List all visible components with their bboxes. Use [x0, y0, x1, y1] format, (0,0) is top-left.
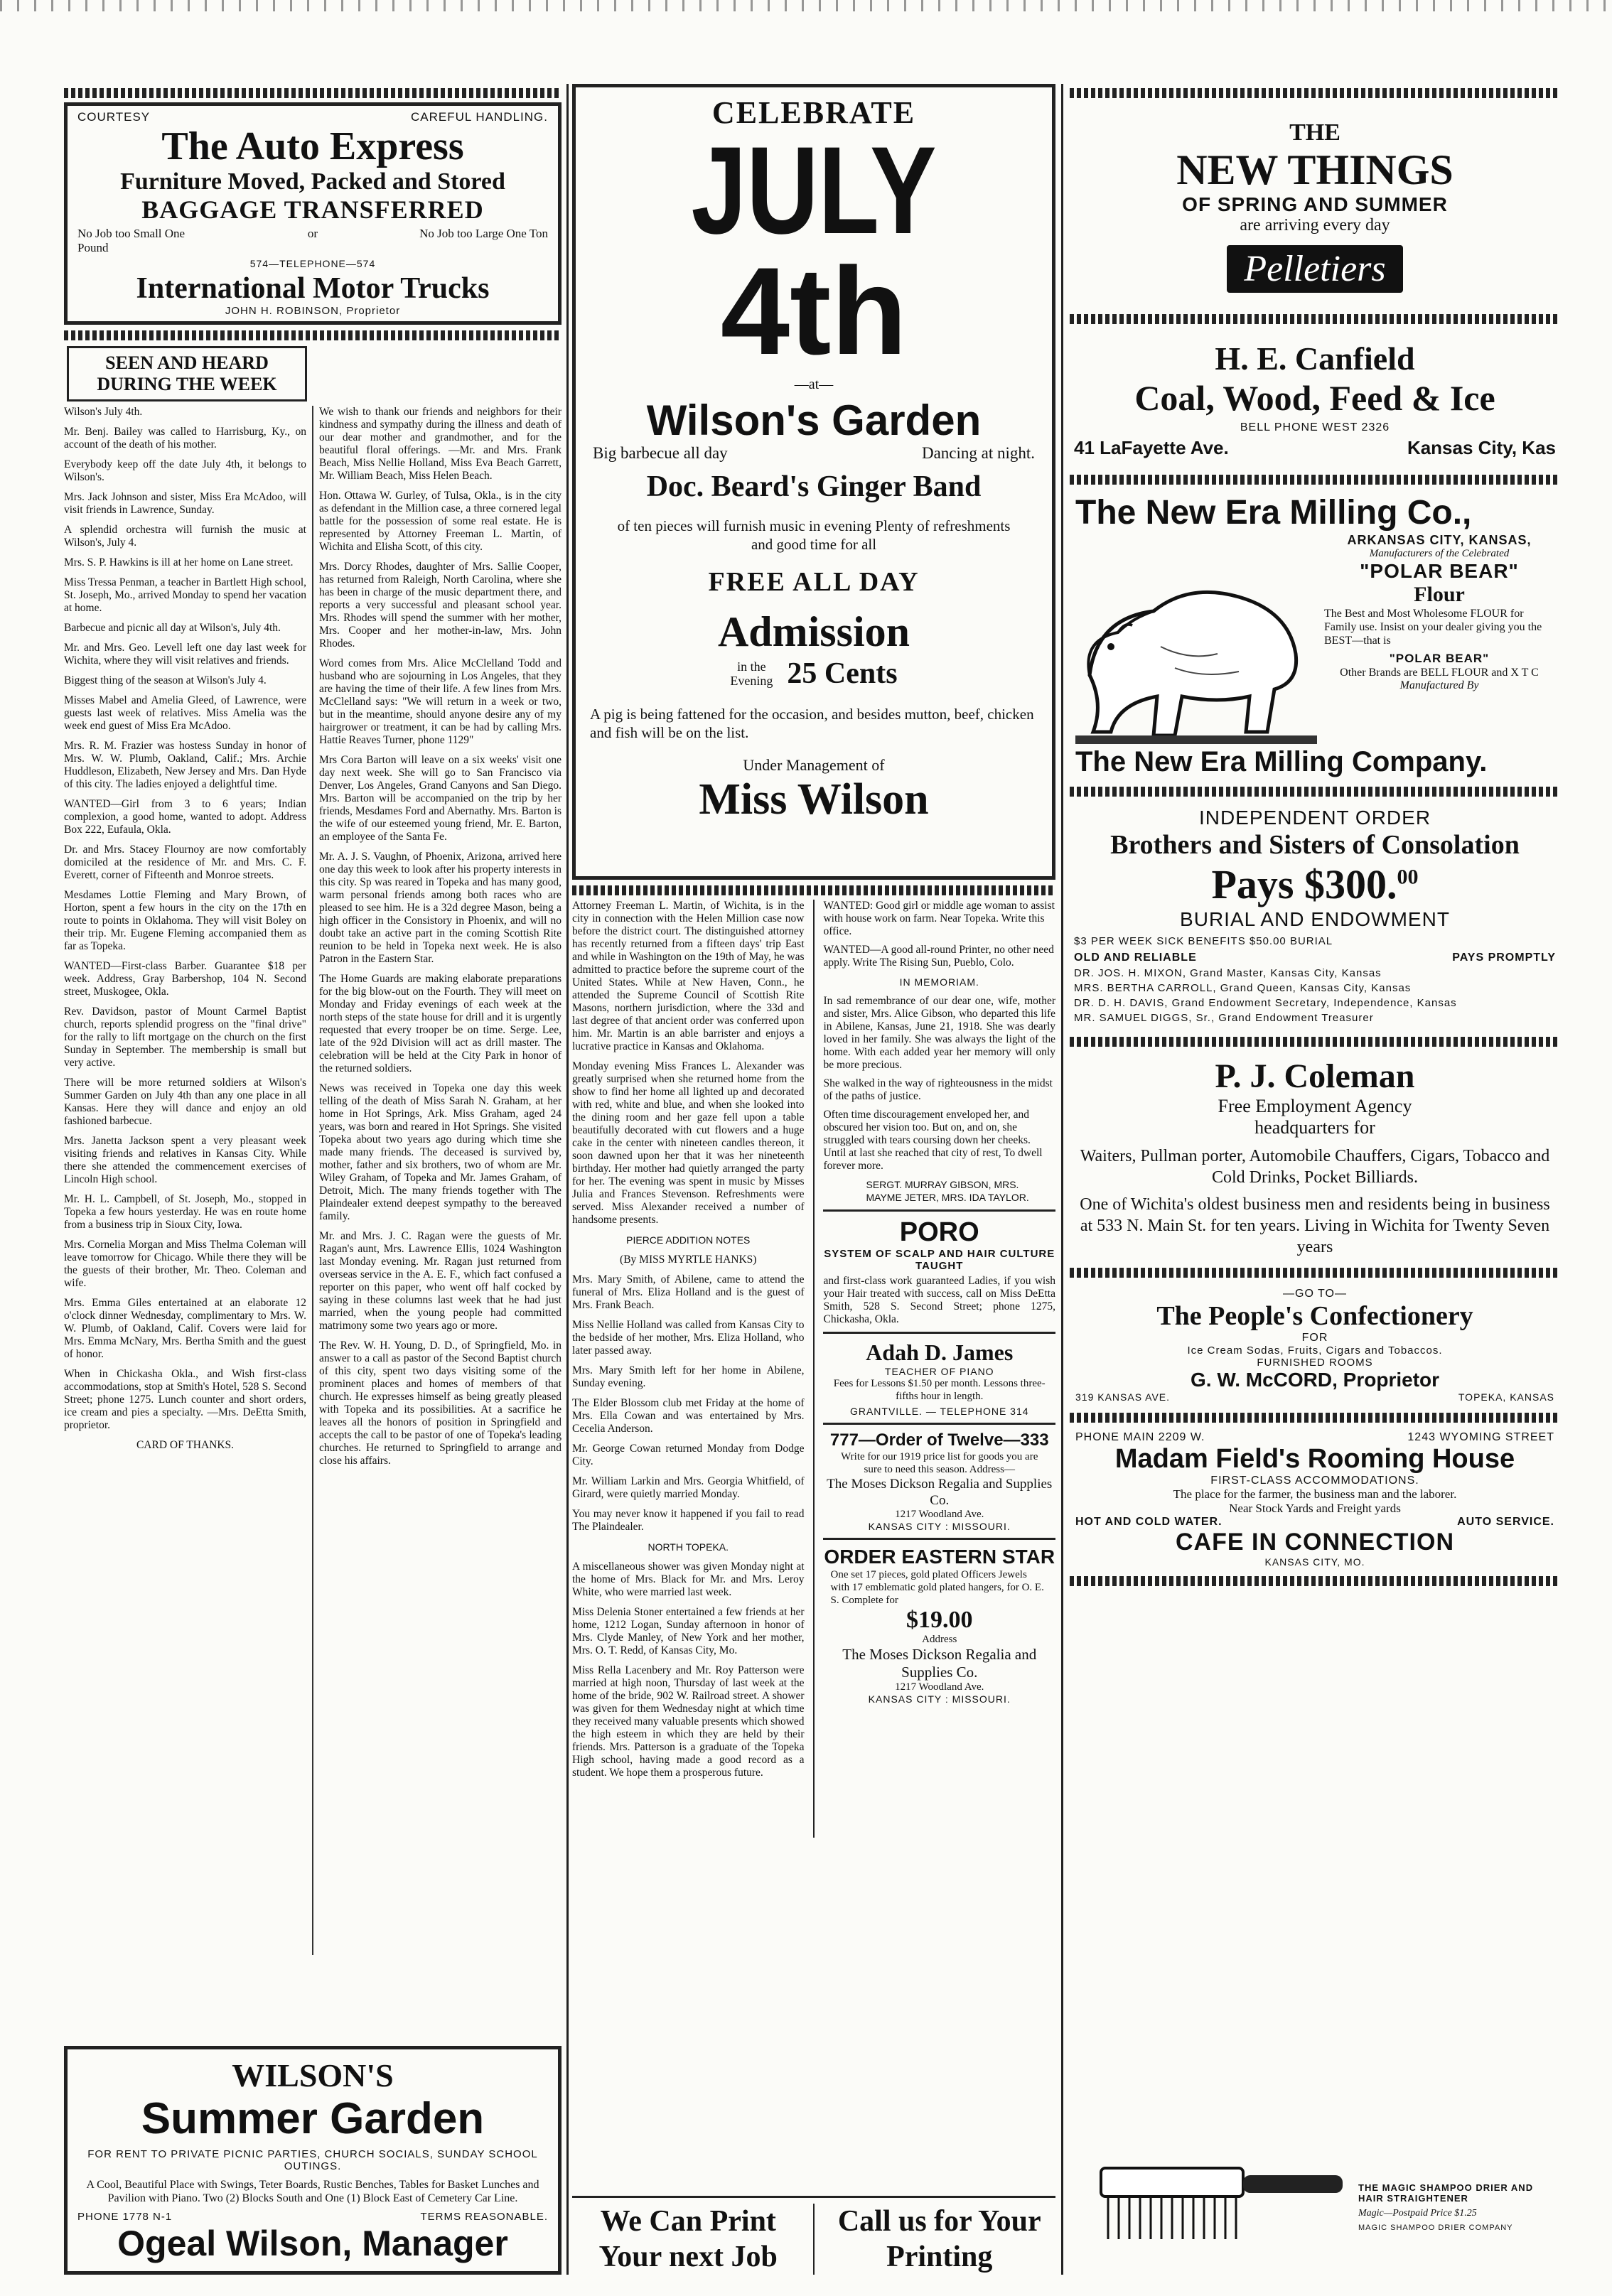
july4-ad [572, 84, 1055, 880]
news-item: Mrs. Emma Giles entertained at an elaborate 12 o'clock dinner Wednesday, complimentary to Mrs. W. W. Plumb, of Oakland, Calif. Covers were laid for Mrs. Emma McNary, Mrs. Bertha Smith and the guest of honor. [64, 1297, 306, 1360]
news-item: Mrs. Janetta Jackson spent a very pleasant week visiting friends and relatives in Kansas City. While there she attended the commencement exercises of Lincoln High school. [64, 1135, 306, 1185]
news-item: Everybody keep off the date July 4th, it belongs to Wilson's. [64, 458, 306, 483]
celebrate: CELEBRATE [711, 95, 916, 130]
order-prompt: PAYS PROMPTLY [1452, 952, 1556, 964]
we-can-print: We Can Print Your next Job [598, 2205, 778, 2273]
coleman-hq: headquarters for [1254, 1117, 1375, 1138]
news-item: Miss Tressa Penman, a teacher in Bartlett High school, St. Joseph, Mo., arrived Monday to spend her vacation at home. [64, 576, 306, 614]
news-item: When in Chickasha Okla., and Wish first-class accommodations, stop at Smith's Hotel, 528 S. Second Street; phone 1275. Lunch counter and short orders, ice cream and pies a specialty. —Mrs. DeEtta Smith, proprietor. [64, 1368, 306, 1431]
pelletiers-logo: Pelletiers [1227, 245, 1402, 293]
poro-title: PORO [899, 1217, 979, 1247]
news-item: Mr. and Mrs. J. C. Ragan were the guests of Mr. Ragan's aunt, Mrs. Lawrence Ellis, 1024 Washington last Monday evening. Mr. Ragan just returned from overseas service in the A. E. F., which fact confused a reporter on this paper, who went off half cocked by saying in these columns last week that he had just married, when the young people had committed matrimony some two years ago or more. [319, 1230, 561, 1332]
canfield-city: Kansas City, Kas [1407, 437, 1556, 458]
no-large: No Job too Large One Ton [419, 227, 548, 240]
confectionery-addr-row [1075, 1391, 1554, 1403]
news-item: Miss Rella Lacenbery and Mr. Roy Patterson were married at high noon, Thursday of last week at the home of the bride, 902 W. Railroad street. A shower was given for them Wednesday night at which time they received many valuable presents which showed the high esteem in which they are held by their friends. Mrs. Patterson is a graduate of the Topeka High school, having made a good record as a student. We hope them a prosperous future. [572, 1664, 805, 1779]
order-reliable-row [1074, 952, 1556, 964]
canfield-addr-row [1070, 437, 1560, 459]
seen-heard-heading [67, 346, 307, 401]
confectionery-prop: G. W. McCORD, Proprietor [1190, 1369, 1440, 1391]
news-item: Hon. Ottawa W. Gurley, of Tulsa, Okla., is in the city as defendant in the Million case, a three cornered legal battle for the possession of some real estate. He is represented by Attorney Freeman L. Martin, of Wichita and Elisha Scott, of this city. [319, 490, 561, 553]
fields-class: FIRST-CLASS ACCOMMODATIONS. [1210, 1475, 1419, 1487]
ad-header-row [77, 110, 548, 124]
news-item: Mr. George Cowan returned Monday from Dodge City. [572, 1443, 805, 1467]
news-item: WANTED—Girl from 3 to 6 years; Indian complexion, a good home, wanted to adopt. Address Box 222, Eufaula, Okla. [64, 798, 306, 836]
new-era-footer: The New Era Milling Company. [1075, 746, 1488, 777]
adah-grantville: GRANTVILLE. — TELEPHONE 314 [849, 1406, 1029, 1417]
under-management: Under Management of [743, 756, 885, 774]
news-item: Mr. Benj. Bailey was called to Harrisburg, Ky., on account of the death of his mother. [64, 426, 306, 451]
border-rule [572, 885, 1055, 895]
news-item: Biggest thing of the season at Wilson's July 4. [64, 674, 267, 686]
new-era-desc: The Best and Most Wholesome FLOUR for Family use. Insist on your dealer giving you the BEST—that is [1324, 608, 1542, 647]
fields-auto: AUTO SERVICE. [1457, 1516, 1554, 1528]
news-item: Rev. Davidson, pastor of Mount Carmel Baptist church, reports splendid progress on the "final drive" for the rally to lift mortgage on the church on the first Sunday in September. The membership is small but very active. [64, 1006, 306, 1069]
order-sick: $3 PER WEEK SICK BENEFITS $50.00 BURIAL [1074, 935, 1333, 947]
news-item: Attorney Freeman L. Martin, of Wichita, is in the city in connection with the Helen Million case now before the district court. The distinguished attorney has recently returned from a fifteen days' trip East and while in Washington on the 19th of May, he was admitted to practice before the supreme court of the United States. While at New Haven, Conn., he attended the Supreme Council of Scottish Rite Masons, northern jurisdiction, where the 33d and last degree of that ancient order was conferred upon him. Mr. Martin is an able barrister and enjoys a lucrative practice in Kansas and Oklahoma. [572, 900, 805, 1052]
news-item: Mrs. Dorcy Rhodes, daughter of Mrs. Sallie Cooper, has returned from Raleigh, North Carolina, where she has been in charge of the music department there, and reports a very successful and pleasant school year. Mrs. Rhodes will spend the summer with her mother, Mrs. Cooper and her mother-in-law, Mrs. John Rhodes. [319, 561, 561, 650]
canfield-ad [1070, 328, 1560, 470]
order-of-twelve-ad [823, 1430, 1055, 1532]
motor-trucks: International Motor Trucks [136, 272, 490, 305]
july: JULY [691, 122, 937, 260]
barbecue-row [586, 444, 1042, 463]
fields-phone: PHONE MAIN 2209 W. [1075, 1431, 1205, 1443]
border-rule [64, 88, 561, 98]
new-era-by: Manufactured By [1399, 679, 1479, 691]
border-rule [1070, 88, 1560, 98]
garden-manager: Ogeal Wilson, Manager [117, 2224, 508, 2263]
adah-james-ad [823, 1340, 1055, 1417]
new-things-ad [1070, 102, 1560, 310]
news-item: The Home Guards are making elaborate preparations for the big blow-out on the Fourth. They will meet on Monday and Friday evenings of each week at the north steps of the state house for drill and it is urgently requested that every trooper be on time. Serge. Lee, late of the 92d Division will act as drill master. The celebration will be held at the City Park in honor of the returned soldiers. [319, 973, 561, 1074]
news-item: We wish to thank our friends and neighbors for their kindness and sympathy during the illness and death of our dear mother and grandmother, and for the beautiful floral offerings. —Mr. and Mrs. Frank Beach, Miss Nellie Holland, Miss Eva Beach Garrett, Mr. William Beach, Miss Helen Beach. [319, 406, 561, 482]
news-item: Miss Nellie Holland was called from Kansas City to the bedside of her mother, Mrs. Eliza Holland, who later passed away. [572, 1319, 805, 1357]
ginger-band: Doc. Beard's Ginger Band [646, 470, 982, 503]
garden-phone-row [77, 2211, 548, 2223]
border-rule [1070, 314, 1560, 324]
confectionery-name: The People's Confectionery [1156, 1301, 1473, 1331]
section-heading: PIERCE ADDITION NOTES [626, 1234, 751, 1246]
new-things-the: THE [1289, 119, 1340, 146]
eastern-star-title: ORDER EASTERN STAR [824, 1546, 1055, 1568]
byline: (By MISS MYRTLE HANKS) [620, 1254, 757, 1266]
auto-express-title: The Auto Express [161, 124, 464, 168]
new-era-text [1324, 533, 1554, 746]
news-item: Mrs Cora Barton will leave on a six weeks' visit one day next week. She will go to San Francisco via Denver, Los Angeles, Grand Canyons and San Diego. Mrs. Barton will be accompanied on the trip by her friends, Mesdames Ford and Abernathy. Mrs. Barton is the wife of our esteemed young friend, Mr. E. Barton, an employee of the Santa Fe. [319, 754, 561, 843]
news-item: WANTED—First-class Barber. Guarantee $18 per week. Address, Gray Barbershop, 104 N. Second street, Muskogee, Okla. [64, 960, 306, 998]
independent-order-ad [1070, 801, 1560, 1033]
order-brothers: Brothers and Sisters of Consolation [1110, 830, 1520, 860]
poro-ad [823, 1217, 1055, 1326]
magic-price: Magic—Postpaid Price $1.25 [1358, 2208, 1477, 2219]
new-era-title: The New Era Milling Co., [1075, 494, 1472, 532]
fields-street: 1243 WYOMING STREET [1407, 1431, 1554, 1443]
seen-heard-column [64, 406, 561, 1955]
print-ads-row [572, 2196, 1055, 2275]
order-old: OLD AND RELIABLE [1074, 952, 1197, 964]
order-title: INDEPENDENT ORDER [1198, 807, 1431, 829]
news-item: Wilson's July 4th. [64, 406, 143, 418]
coleman-one: One of Wichita's oldest business men and residents being in business at 533 N. Main St. for ten years. Living in Wichita for Twenty Seven years [1080, 1195, 1550, 1256]
rule [823, 1423, 1055, 1425]
news-item: The Elder Blossom club met Friday at the home of Mrs. Ella Cowan and was entertained by Mrs. Cecelia Anderson. [572, 1397, 805, 1435]
garden-terms: TERMS REASONABLE. [420, 2211, 548, 2223]
eastern-star-ad [823, 1546, 1055, 1705]
news-item: Word comes from Mrs. Alice McClelland Todd and husband who are sojourning in Los Angeles, that they are having the time of their life. A few lines from Mrs. McClelland says: "We will return in a week or two, but in the meantime, should anyone desire any of my hairgrower or treatment, it can be had by calling Mrs. Hattie Reaves Turner, phone 1129" [319, 657, 561, 746]
memoriam-text: In sad remembrance of our dear one, wife, mother and sister, Mrs. Alice Gibson, who departed this life in Abilene, Kansas, June 21, 1918. She was dearly loved in her family. She was always the light of the home. With each added year her memory will only be more precious. [823, 995, 1055, 1071]
order-pays [1074, 861, 1556, 908]
order-pays-cents: 00 [1397, 865, 1419, 889]
price: 25 Cents [787, 657, 898, 690]
coleman-list: Waiters, Pullman porter, Automobile Chauffers, Cigars, Tobacco and Cold Drinks, Pocket Billiards. [1080, 1147, 1550, 1187]
poro-desc: and first-class work guaranteed Ladies, if you wish your Hair treated with success, call on Miss DeEtta Smith, 528 S. Second Street; phone 1275, Chickasha, Okla. [823, 1275, 1055, 1325]
fields-name: Madam Field's Rooming House [1114, 1444, 1515, 1474]
canfield-addr: 41 LaFayette Ave. [1074, 437, 1229, 458]
middle-news-column [572, 900, 805, 1838]
dancing: Dancing at night. [921, 444, 1035, 462]
canfield-name: H. E. Canfield [1215, 340, 1415, 377]
fields-water-row [1075, 1516, 1554, 1529]
garden-rent: FOR RENT TO PRIVATE PICNIC PARTIES, CHURCH SOCIALS, SUNDAY SCHOOL OUTINGS. [87, 2148, 538, 2172]
order-officer: DR. JOS. H. MIXON, Grand Master, Kansas City, Kansas [1074, 967, 1382, 979]
news-item: A splendid orchestra will furnish the music at Wilson's, July 4. [64, 524, 306, 549]
news-item: Mr. A. J. S. Vaughn, of Phoenix, Arizona, arrived here one day this week to look after his property interests in this city. Sp was reared in Topeka and has many good, warm personal friends among both races who are pleased to see him. He is a 32d degree Mason, being a high officer in the Consistory in Phoenix, and will no doubt take an active part in the coming Scottish Rite reunion to be held in Topeka next week. He is also Patron in the Eastern Star. [319, 851, 561, 965]
coleman-agency: Free Employment Agency [1218, 1096, 1412, 1116]
border-rule [1070, 475, 1560, 485]
eastern-star-address: Address [922, 1634, 957, 1645]
fields-phone-row [1075, 1431, 1554, 1444]
polar-bear-icon [1075, 533, 1317, 746]
new-era-body [1075, 533, 1554, 746]
wilsons-garden: Wilson's Garden [646, 397, 982, 444]
new-things-sub: OF SPRING AND SUMMER [1182, 193, 1448, 215]
eastern-star-price: $19.00 [906, 1607, 973, 1633]
admission: Admission [717, 608, 910, 655]
order12-city: KANSAS CITY : MISSOURI. [868, 1521, 1011, 1532]
new-era-milling-ad [1070, 489, 1560, 782]
column-rule [813, 900, 815, 1838]
column-rule [566, 84, 569, 2275]
adah-teacher: TEACHER OF PIANO [884, 1366, 994, 1377]
news-item: Mr. William Larkin and Mrs. Georgia Whitfield, of Girard, were quietly married Monday. [572, 1475, 805, 1500]
seen-heading-1: SEEN AND HEARD [105, 352, 269, 373]
news-item: Monday evening Miss Frances L. Alexander was greatly surprised when she returned home from the show to find her home all lighted up and decorated with red, white and blue, and when she looked into the dining room and her gaze fell upon a table beautifully decorated with cut flowers and a huge cake in the center with nineteen candles thereon, it soon dawned upon her that it was her nineteenth birthday. Her mother had quietly arranged the party for her. The evening was spent in music by Misses Julia and Frances Stevenson. Refreshments were served. Miss Alexander received a number of handsome presents. [572, 1060, 805, 1226]
news-item: A miscellaneous shower was given Monday night at the home of Mrs. Black for Mr. and Mrs. Leroy White, who were married last week. [572, 1561, 805, 1598]
border-rule [1070, 1268, 1560, 1278]
fields-cafe: CAFE IN CONNECTION [1176, 1529, 1454, 1556]
auto-express-ad [64, 102, 561, 325]
magic-shampoo-ad [1070, 2140, 1560, 2275]
memoriam-text-2: She walked in the way of righteousness in the midst of the paths of justice. [823, 1077, 1053, 1102]
auto-express-line2: BAGGAGE TRANSFERRED [141, 195, 484, 224]
new-era-makers: Manufacturers of the Celebrated [1369, 548, 1510, 559]
news-item: Mrs. R. M. Frazier was hostess Sunday in honor of Mrs. W. W. Plumb, Oakland, Calif.; Mrs. Archie Huddleson, Elizabeth, New Jersey and Mrs. Dan Hyde of this city. The ladies enjoyed a delightful time. [64, 740, 306, 790]
top-edge-marks [0, 0, 1612, 11]
eastern-star-company: The Moses Dickson Regalia and Supplies Co. [842, 1646, 1037, 1681]
adah-fees: Fees for Lessons $1.50 per month. Lessons three-fifths hour in length. [833, 1378, 1046, 1402]
left-column [64, 84, 561, 2275]
column-rule [1061, 84, 1063, 2275]
canfield-line: Coal, Wood, Feed & Ice [1134, 378, 1495, 418]
confectionery-rooms: FURNISHED ROOMS [1257, 1357, 1373, 1369]
section-heading: NORTH TOPEKA. [648, 1541, 729, 1553]
border-rule [1070, 1413, 1560, 1423]
garden-desc: A Cool, Beautiful Place with Swings, Teter Boards, Rustic Benches, Tables for Basket Lunches and Pavilion with Piano. Two (2) Blocks South and One (1) Block East of Cemetery Car Line. [86, 2179, 539, 2204]
comb-icon [1094, 2154, 1350, 2260]
fields-place: The place for the farmer, the business man and the laborer. [1173, 1487, 1457, 1501]
card-of-thanks-heading: CARD OF THANKS. [136, 1439, 235, 1451]
column-rule [813, 2204, 815, 2275]
news-item: You may never know it happened if you fail to read The Plaindealer. [572, 1508, 805, 1533]
in-the-evening [730, 659, 773, 688]
confectionery-ad [1070, 1282, 1560, 1408]
new-things-title: NEW THINGS [1176, 146, 1454, 193]
careful-label: CAREFUL HANDLING. [410, 110, 548, 124]
news-item: There will be more returned soldiers at Wilson's Summer Garden on July 4th than any one place in all Kansas. Here they will dance and enjoy an old fashioned barbecue. [64, 1077, 306, 1127]
news-item: Misses Mabel and Amelia Gleed, of Lawrence, were guests last week of relatives. Miss Amelia was the week end guest of Miss Era McAdoo. [64, 694, 306, 732]
fields-rooming-ad [1070, 1427, 1560, 1572]
at-label: —at— [794, 377, 834, 392]
band-desc: of ten pieces will furnish music in evening Plenty of refreshments and good time for all [617, 517, 1011, 553]
news-item: Mr. and Mrs. Geo. Levell left one day last week for Wichita, where they will visit relatives and friends. [64, 642, 306, 667]
middle-column [572, 84, 1055, 2275]
news-item: News was received in Topeka one day this week telling of the death of Miss Sarah N. Graham, at her home in Hot Springs, Ark. Miss Graham, aged 24 years, was born and reared in Hot Springs. She visited Topeka about two years ago during which time she made many friends. The deceased is survived by, mother, father and six brothers, two of whom are Mr. Wiley Graham, of Topeka and Mr. James Graham, of Detroit, Mich. The many friends together with The Plaindealer extend deepest sympathy to the bereaved family. [319, 1082, 561, 1222]
middle-lower-section [572, 900, 1055, 1838]
rule [823, 1538, 1055, 1540]
fourth: 4th [720, 242, 908, 381]
evening: Evening [730, 674, 773, 688]
auto-express-line1: Furniture Moved, Packed and Stored [120, 168, 505, 195]
border-rule [1070, 1576, 1560, 1586]
miss-wilson: Miss Wilson [699, 775, 929, 824]
news-item: The Rev. W. H. Young, D. D., of Springfield, Mo. in answer to a call as pastor of the Second Baptist church of this city, spent two days visiting some of the prominent places and homes of members of that church. He expresses himself as being greatly pleased with Topeka and its possibilities. At a sacrifice he leaves all the honors of position in Springfield and accepts the call to be pastor of one of Topeka's leading churches. He returned to Springfield to arrange and close his affairs. [319, 1340, 561, 1467]
no-small: No Job too Small One Pound [77, 227, 186, 254]
confectionery-goto: —GO TO— [1283, 1288, 1347, 1300]
border-rule [1070, 1037, 1560, 1047]
wanted-1: WANTED: Good girl or middle age woman to assist with house work on farm. Near Topeka. Write this office. [823, 900, 1055, 937]
rule [823, 1209, 1055, 1212]
coleman-name: P. J. Coleman [1215, 1057, 1415, 1095]
confectionery-addr: 319 KANSAS AVE. [1075, 1391, 1171, 1403]
confectionery-city: TOPEKA, KANSAS [1458, 1391, 1554, 1403]
garden-title-2: Summer Garden [141, 2094, 485, 2143]
confectionery-for: FOR [1301, 1332, 1328, 1344]
call-us-printing: Call us for Your Printing [837, 2205, 1041, 2273]
order12-addr: 1217 Woodland Ave. [895, 1509, 984, 1520]
new-era-flour: Flour [1414, 583, 1465, 606]
rule [823, 1332, 1055, 1334]
order12-desc: Write for our 1919 price list for goods you are sure to need this season. Address— [841, 1451, 1038, 1475]
middle-right-column [823, 900, 1055, 1838]
news-item: Mr. H. L. Campbell, of St. Joseph, Mo., stopped in Topeka a few hours yesterday. He was en route home from a business trip in Sioux City, Iowa. [64, 1193, 306, 1231]
garden-title-1: WILSON'S [232, 2057, 394, 2093]
proprietor: JOHN H. ROBINSON, Proprietor [225, 305, 401, 317]
news-item: Mrs. Mary Smith, of Abilene, came to attend the funeral of Mrs. Eliza Holland and is the guest of Mrs. Frank Beach. [572, 1273, 805, 1311]
memoriam-signed: SERGT. MURRAY GIBSON, MRS. MAYME JETER, MRS. IDA TAYLOR. [866, 1179, 1029, 1203]
order-officer: MR. SAMUEL DIGGS, Sr., Grand Endowment Treasurer [1074, 1012, 1374, 1024]
border-rule [64, 330, 561, 340]
poro-sub: SYSTEM OF SCALP AND HAIR CULTURE TAUGHT [824, 1248, 1055, 1272]
confectionery-items: Ice Cream Sodas, Fruits, Cigars and Tobaccos. [1187, 1344, 1443, 1357]
news-item: Miss Delenia Stoner entertained a few friends at her home, 1212 Logan, Sunday afternoon in honor of Mrs. Clyde Manley, of New York and her mother, Mrs. O. T. Redd, of Kansas City, Mo. [572, 1606, 805, 1656]
canfield-phone: BELL PHONE WEST 2326 [1240, 421, 1390, 433]
memoriam-title: IN MEMORIAM. [899, 976, 979, 988]
magic-text [1358, 2182, 1536, 2232]
or-label: or [307, 227, 318, 240]
new-things-arriving: are arriving every day [1240, 216, 1390, 235]
order12-title: 777—Order of Twelve—333 [829, 1430, 1049, 1450]
free-all-day: FREE ALL DAY [708, 567, 920, 597]
new-era-brand-2: "POLAR BEAR" [1389, 652, 1490, 665]
magic-co: MAGIC SHAMPOO DRIER COMPANY [1358, 2224, 1513, 2232]
memoriam-poem: Often time discouragement enveloped her, and obscured her vision too. But on, and on, she struggled with tears coursing down her cheeks. Until at last she reached that city of rest, To dwell forever more. [823, 1109, 1043, 1172]
courtesy-label: COURTESY [77, 110, 151, 124]
pig-notice: A pig is being fattened for the occasion, and besides mutton, beef, chicken and fish will be on the list. [590, 706, 1034, 741]
adah-name: Adah D. James [866, 1340, 1014, 1365]
fields-city: KANSAS CITY, MO. [1264, 1556, 1365, 1568]
wanted-2: WANTED—A good all-round Printer, no other need apply. Write The Rising Sun, Pueblo, Colo. [823, 944, 1054, 969]
order-pays-amount: Pays $300. [1211, 861, 1397, 907]
border-rule [1070, 787, 1560, 797]
news-item: Mrs. Mary Smith left for her home in Abilene, Sunday evening. [572, 1364, 805, 1389]
garden-phone: PHONE 1778 N-1 [77, 2211, 173, 2223]
right-column [1070, 84, 1560, 2275]
price-row [586, 657, 1042, 691]
coleman-ad [1070, 1051, 1560, 1263]
new-era-city: ARKANSAS CITY, KANSAS, [1347, 533, 1532, 547]
barbecue: Big barbecue all day [593, 444, 728, 462]
eastern-star-city: KANSAS CITY : MISSOURI. [868, 1693, 1011, 1705]
news-item: Dr. and Mrs. Stacey Flournoy are now comfortably domiciled at the residence of Mr. and Mrs. C. F. Everett, corner of Fifteenth and Monroe streets. [64, 844, 306, 881]
job-size-row [77, 227, 548, 255]
news-item: Barbecue and picnic all day at Wilson's, July 4th. [64, 622, 281, 634]
order-officer: MRS. BERTHA CARROLL, Grand Queen, Kansas City, Kansas [1074, 982, 1412, 994]
telephone: 574—TELEPHONE—574 [249, 258, 376, 269]
seen-heading-2: DURING THE WEEK [97, 374, 277, 394]
magic-label: THE MAGIC SHAMPOO DRIER AND HAIR STRAIGHTENER [1358, 2182, 1534, 2204]
in-the: in the [737, 659, 766, 674]
new-era-other: Other Brands are BELL FLOUR and X T C [1340, 667, 1539, 679]
order-officer: DR. D. H. DAVIS, Grand Endowment Secretary, Independence, Kansas [1074, 997, 1457, 1009]
news-item: Mrs. Jack Johnson and sister, Miss Era McAdoo, will visit friends in Lawrence, Sunday. [64, 491, 306, 516]
eastern-star-addr: 1217 Woodland Ave. [895, 1681, 984, 1693]
order-burial: BURIAL AND ENDOWMENT [1180, 908, 1450, 930]
new-era-brand: "POLAR BEAR" [1360, 560, 1519, 582]
fields-hot: HOT AND COLD WATER. [1075, 1516, 1223, 1528]
news-item: Mrs. Cornelia Morgan and Miss Thelma Coleman will leave tomorrow for Chicago. While there they will be the guests of their brother, Mr. Theo. Coleman and wife. [64, 1239, 306, 1289]
news-item: Mesdames Lottie Fleming and Mary Brown, of Horton, spent a few hours in the city on the 17th en route to points in Oklahoma. They will visit Boley on their trip. Mr. Eugene Fleming accompanied them as far as Topeka. [64, 889, 306, 952]
news-item: Mrs. S. P. Hawkins is ill at her home on Lane street. [64, 556, 294, 568]
order12-company: The Moses Dickson Regalia and Supplies Co. [827, 1477, 1053, 1508]
wilson-summer-garden-ad [64, 2046, 561, 2275]
fields-near: Near Stock Yards and Freight yards [1229, 1502, 1401, 1515]
eastern-star-desc: One set 17 pieces, gold plated Officers Jewels with 17 emblematic gold plated hangers, for O. E. S. Complete for [830, 1569, 1044, 1606]
